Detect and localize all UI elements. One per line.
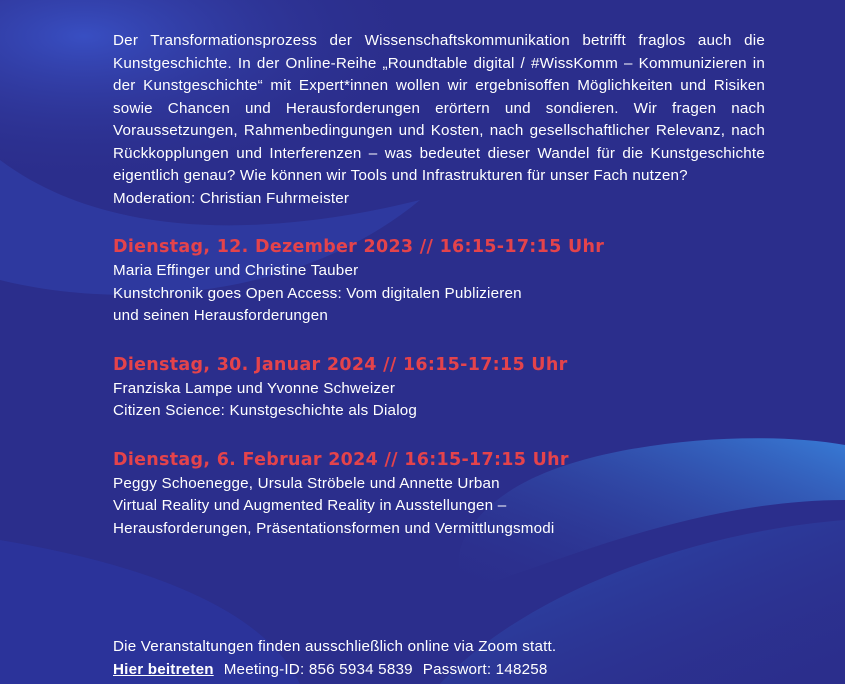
event-title: Citizen Science: Kunstgeschichte als Dialog	[113, 402, 418, 419]
join-link[interactable]: Hier beitreten	[113, 661, 214, 678]
event-title: Kunstchronik goes Open Access: Vom digitalen Publizieren	[113, 284, 522, 302]
event-date: Dienstag, 6. Februar 2024 // 16:15-17:15 Uhr	[113, 449, 569, 470]
main-content	[113, 30, 765, 540]
footer	[113, 635, 556, 681]
event-title: Virtual Reality und Augmented Reality in Ausstellungen –	[113, 497, 507, 514]
event-2	[113, 353, 765, 423]
event-speakers: Maria Effinger und Christine Tauber	[113, 262, 359, 279]
intro-text: Der Transformationsprozess der Wissenschaftskommunikation betrifft fraglos auch die Kunstgeschichte. In der Online-Reihe „Roundtable digital / #WissKomm – Kommunizieren in der Kunstgeschichte“ mit Expert*innen wollen wir ergebnisoffen Möglichkeiten und Risiken sowie Chancen und Herausforderungen erörtern und sondieren. Wir fragen nach Voraussetzungen, Rahmenbedingungen und Kosten, nach gesellschaftlicher Relevanz, nach Rückkopplungen und Interferenzen – was bedeutet dieser Wandel für die Kunstgeschichte eigentlich genau? Wie können wir Tools und Infrastrukturen für unser Fach nutzen?	[113, 32, 765, 184]
event-speakers: Franziska Lampe und Yvonne Schweizer	[113, 379, 396, 397]
event-3	[113, 448, 765, 541]
event-1	[113, 235, 765, 328]
meeting-id: Meeting-ID: 856 5934 5839	[223, 661, 413, 678]
event-title-continued: Herausforderungen, Präsentationsformen und Vermittlungsmodi	[113, 519, 555, 537]
zoom-details	[113, 658, 556, 681]
password: Passwort: 148258	[422, 661, 548, 678]
event-date: Dienstag, 12. Dezember 2023 // 16:15-17:15 Uhr	[113, 237, 605, 257]
online-note: Die Veranstaltungen finden ausschließlich online via Zoom statt.	[113, 638, 557, 655]
event-speakers: Peggy Schoenegge, Ursula Ströbele und Annette Urban	[113, 474, 500, 492]
event-date: Dienstag, 30. Januar 2024 // 16:15-17:15 Uhr	[113, 354, 568, 375]
event-title-continued: und seinen Herausforderungen	[113, 307, 328, 324]
moderation-text: Moderation: Christian Fuhrmeister	[113, 189, 350, 207]
